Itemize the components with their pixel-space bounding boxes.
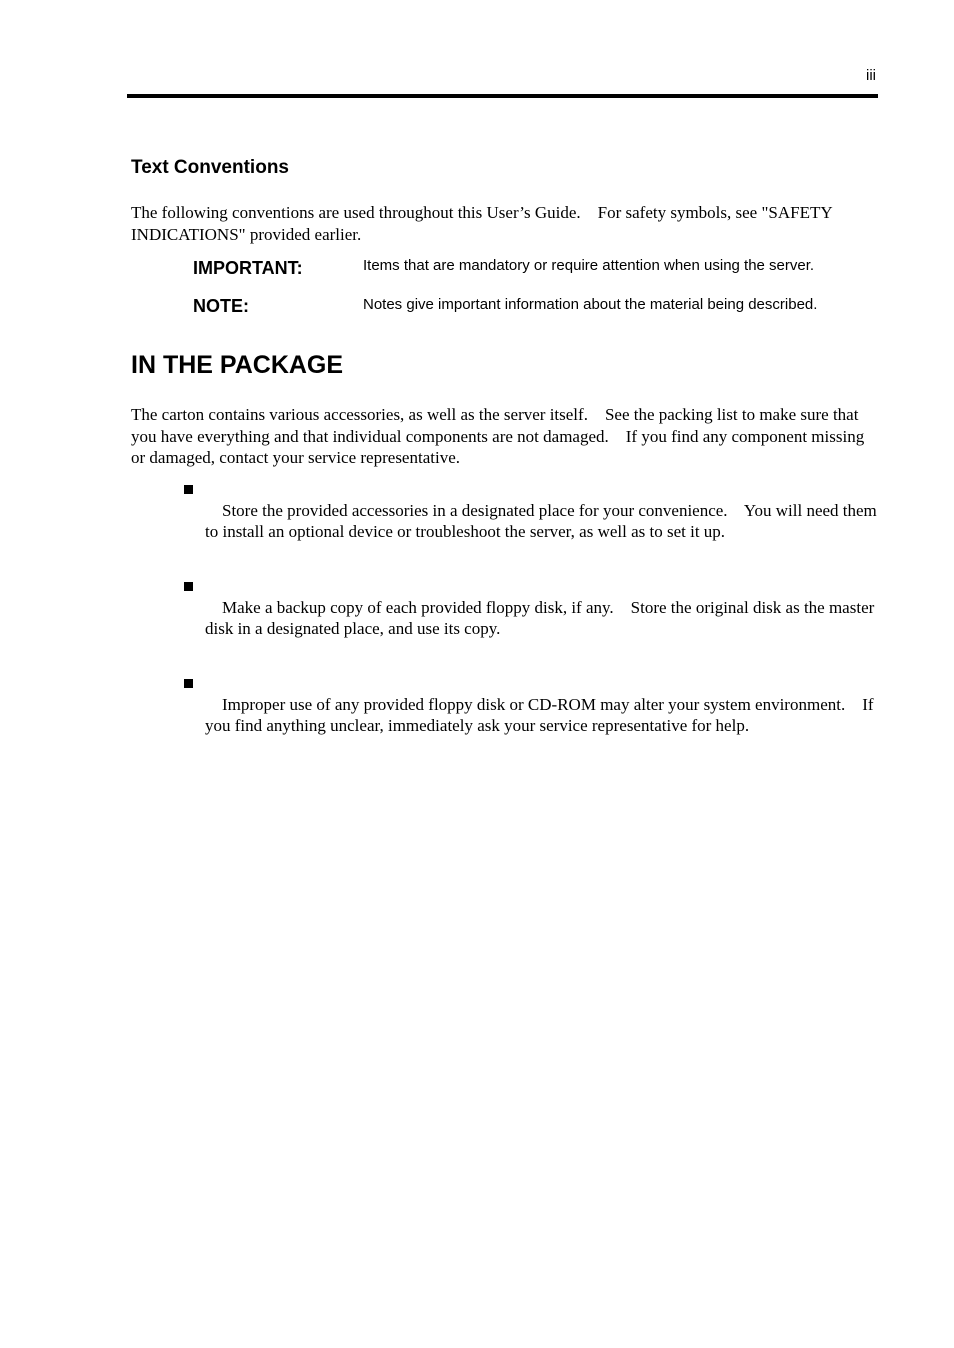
convention-term-note: NOTE: — [193, 296, 249, 316]
convention-term-important: IMPORTANT: — [193, 258, 303, 278]
header-rule — [127, 94, 878, 98]
page-number: iii — [866, 67, 876, 84]
square-bullet-icon — [184, 679, 193, 688]
list-item-text: Store the provided accessories in a designated place for your convenience. You will need them to install an optional device or troubleshoot the server, as well as to set it up. — [205, 500, 882, 541]
square-bullet-icon — [184, 485, 193, 494]
list-item — [180, 672, 880, 758]
package-intro-paragraph: The carton contains various accessories, as well as the server itself. See the packing list to make sure that you have everything and that individual components are not damaged. If you find any component missing or damaged, contact your service representative. — [131, 405, 869, 467]
square-bullet-icon — [184, 582, 193, 591]
package-bullet-list — [180, 478, 880, 769]
conventions-intro-paragraph: The following conventions are used throughout this User’s Guide. For safety symbols, see "SAFETY INDICATIONS" provided earlier. — [131, 203, 837, 244]
convention-description-important: Items that are mandatory or require attention when using the server. — [363, 257, 815, 274]
chapter-title-in-the-package: IN THE PACKAGE — [131, 351, 344, 379]
list-item-text: Make a backup copy of each provided floppy disk, if any. Store the original disk as the master disk in a designated place, and use its copy. — [205, 597, 879, 638]
list-item — [180, 478, 880, 564]
convention-description-note: Notes give important information about the material being described. — [363, 296, 818, 313]
section-title-text-conventions: Text Conventions — [131, 157, 289, 178]
list-item — [180, 575, 880, 661]
list-item-text: Improper use of any provided floppy disk or CD-ROM may alter your system environment. If you find anything unclear, immediately ask your service representative for help. — [205, 694, 878, 735]
